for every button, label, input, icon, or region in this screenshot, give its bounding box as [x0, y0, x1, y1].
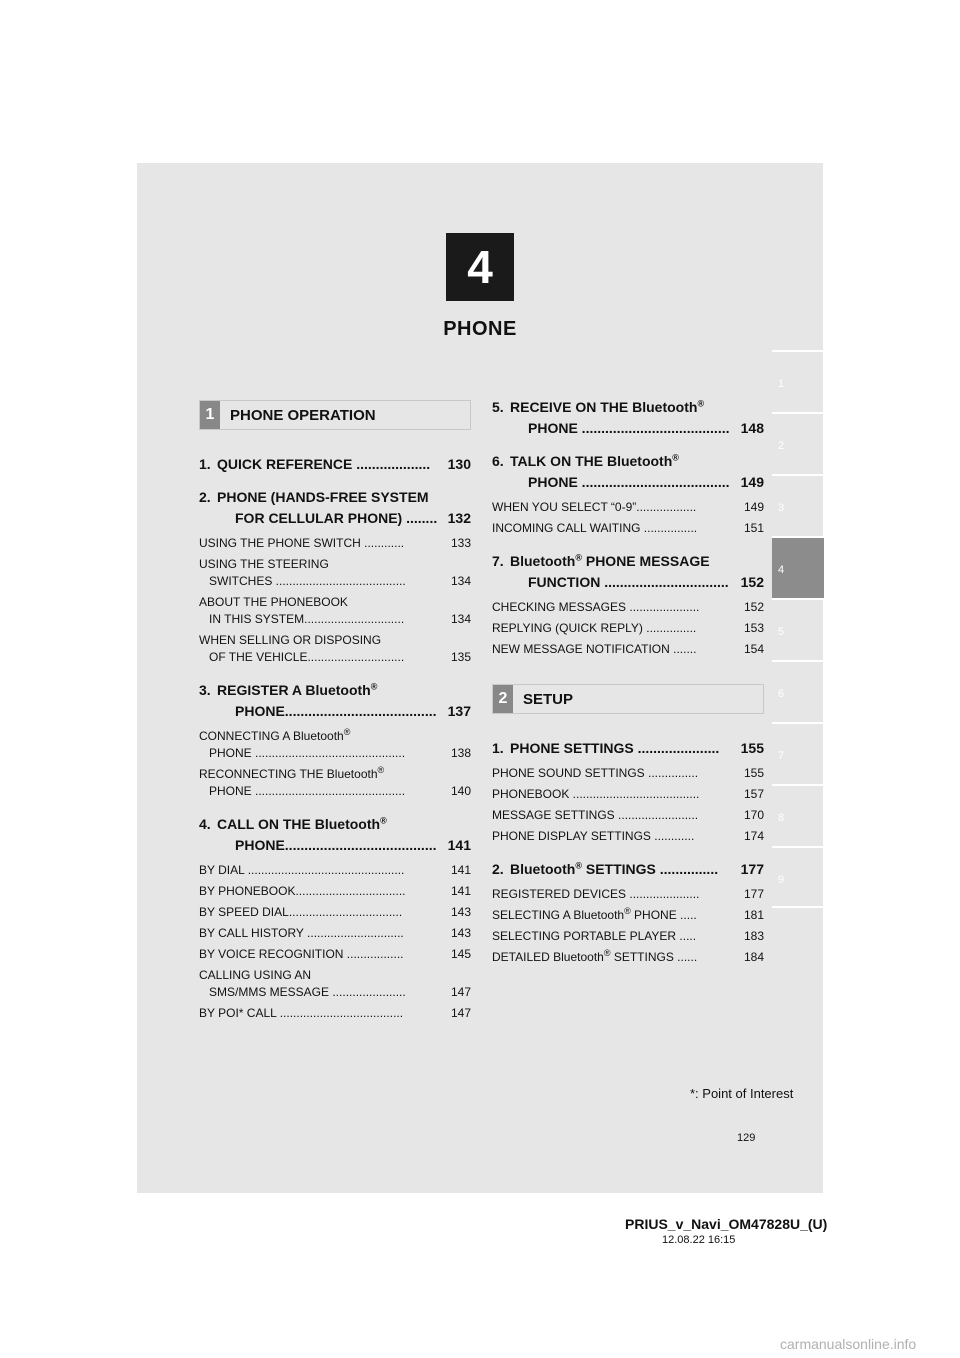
toc-entry-quick-reference[interactable]: 1. QUICK REFERENCE ................... 130 — [199, 456, 471, 472]
toc-subentry[interactable]: SELECTING PORTABLE PLAYER ..... 183 — [492, 929, 764, 943]
toc-right-column — [492, 397, 764, 980]
toc-subentry[interactable]: BY PHONEBOOK................................. 141 — [199, 884, 471, 898]
toc-entry-bluetooth-settings[interactable]: 2. Bluetooth® SETTINGS ............... 177 — [492, 860, 764, 877]
section-header-setup — [492, 684, 764, 714]
watermark: carmanualsonline.info — [780, 1336, 917, 1352]
chapter-tabs — [772, 350, 824, 908]
toc-subentry[interactable]: SELECTING A Bluetooth® PHONE ..... 181 — [492, 906, 764, 922]
section-header-phone-operation — [199, 400, 471, 430]
toc-entry-register-bluetooth[interactable]: 3. REGISTER A Bluetooth® PHONE....................................... 137 — [199, 681, 471, 719]
tab-3[interactable]: 3 — [772, 474, 824, 536]
chapter-number: 4 — [446, 233, 514, 301]
toc-subentry[interactable]: USING THE STEERING SWITCHES ....................................... 134 — [199, 557, 471, 588]
tab-9[interactable]: 9 — [772, 846, 824, 908]
toc-subentry[interactable]: BY CALL HISTORY ............................. 143 — [199, 926, 471, 940]
toc-subentry[interactable]: RECONNECTING THE Bluetooth® PHONE ............................................. 140 — [199, 765, 471, 798]
toc-subentry[interactable]: PHONE DISPLAY SETTINGS ............ 174 — [492, 829, 764, 843]
toc-subentry[interactable]: BY SPEED DIAL.................................. 143 — [199, 905, 471, 919]
toc-subentry[interactable]: USING THE PHONE SWITCH ............ 133 — [199, 536, 471, 550]
toc-subentry[interactable]: BY DIAL ............................................... 141 — [199, 863, 471, 877]
toc-subentry[interactable]: BY VOICE RECOGNITION ................. 145 — [199, 947, 471, 961]
toc-subentry[interactable]: REGISTERED DEVICES ..................... 177 — [492, 887, 764, 901]
toc-left-column — [199, 400, 471, 1036]
toc-entry-phone-settings[interactable]: 1. PHONE SETTINGS ..................... 155 — [492, 740, 764, 756]
document-id: PRIUS_v_Navi_OM47828U_(U) — [625, 1216, 828, 1232]
section-number: 2 — [493, 685, 513, 713]
toc-subentry[interactable]: WHEN YOU SELECT “0-9”.................. 149 — [492, 500, 764, 514]
toc-subentry[interactable]: PHONEBOOK ...................................... 157 — [492, 787, 764, 801]
section-title: SETUP — [523, 690, 574, 708]
tab-4[interactable]: 4 — [772, 536, 824, 598]
tab-5[interactable]: 5 — [772, 598, 824, 660]
page-number: 129 — [737, 1132, 756, 1144]
chapter-title: PHONE — [443, 318, 517, 340]
tab-6[interactable]: 6 — [772, 660, 824, 722]
section-title: PHONE OPERATION — [230, 406, 376, 424]
tab-1[interactable]: 1 — [772, 350, 824, 412]
section-number: 1 — [200, 401, 220, 429]
toc-entry-hands-free[interactable]: 2. PHONE (HANDS-FREE SYSTEM FOR CELLULAR PHONE) ........ 132 — [199, 489, 471, 526]
toc-subentry[interactable]: CONNECTING A Bluetooth® PHONE ............................................. 138 — [199, 727, 471, 760]
toc-subentry[interactable]: DETAILED Bluetooth® SETTINGS ...... 184 — [492, 948, 764, 964]
tab-7[interactable]: 7 — [772, 722, 824, 784]
toc-subentry[interactable]: BY POI* CALL ..................................... 147 — [199, 1006, 471, 1020]
footnote: *: Point of Interest — [690, 1086, 794, 1101]
toc-subentry[interactable]: CHECKING MESSAGES ..................... 152 — [492, 600, 764, 614]
toc-subentry[interactable]: ABOUT THE PHONEBOOK IN THIS SYSTEM.............................. 134 — [199, 595, 471, 626]
toc-entry-talk-bluetooth[interactable]: 6. TALK ON THE Bluetooth® PHONE ...................................... 149 — [492, 452, 764, 490]
toc-entry-call-bluetooth[interactable]: 4. CALL ON THE Bluetooth® PHONE....................................... 141 — [199, 815, 471, 853]
toc-entry-message-function[interactable]: 7. Bluetooth® PHONE MESSAGE FUNCTION ................................ 152 — [492, 552, 764, 590]
toc-entry-receive-bluetooth[interactable]: 5. RECEIVE ON THE Bluetooth® PHONE ...................................... 148 — [492, 398, 764, 436]
document-date: 12.08.22 16:15 — [662, 1234, 736, 1246]
toc-subentry[interactable]: CALLING USING AN SMS/MMS MESSAGE ...................... 147 — [199, 968, 471, 999]
toc-subentry[interactable]: WHEN SELLING OR DISPOSING OF THE VEHICLE............................. 135 — [199, 633, 471, 664]
toc-subentry[interactable]: PHONE SOUND SETTINGS ............... 155 — [492, 766, 764, 780]
tab-8[interactable]: 8 — [772, 784, 824, 846]
tab-2[interactable]: 2 — [772, 412, 824, 474]
toc-subentry[interactable]: MESSAGE SETTINGS ........................ 170 — [492, 808, 764, 822]
toc-subentry[interactable]: REPLYING (QUICK REPLY) ............... 153 — [492, 621, 764, 635]
toc-subentry[interactable]: INCOMING CALL WAITING ................ 151 — [492, 521, 764, 535]
toc-subentry[interactable]: NEW MESSAGE NOTIFICATION ....... 154 — [492, 642, 764, 656]
